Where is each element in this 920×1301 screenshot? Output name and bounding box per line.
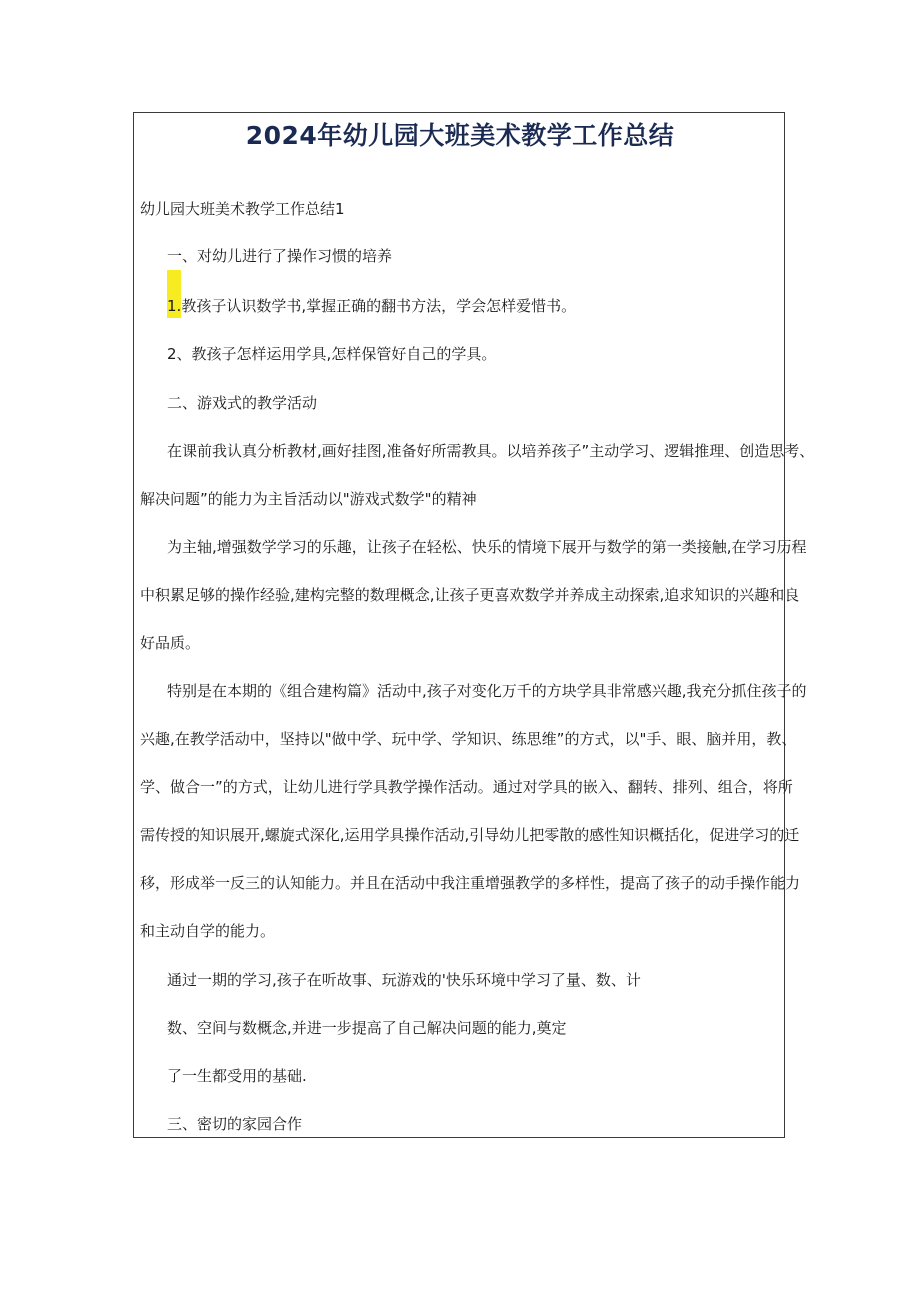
paragraph-line: 兴趣,在教学活动中，坚持以"做中学、玩中学、学知识、练思维”的方式，以"手、眼、脑并用，教、 [140,730,797,748]
list-number: 1. [167,297,182,315]
paragraph-line: 学、做合一”的方式，让幼儿进行学具教学操作活动。通过对学具的嵌入、翻转、排列、组合，将所 [140,778,793,796]
paragraph-line: 通过一期的学习,孩子在听故事、玩游戏的'快乐环境中学习了量、数、计 [167,971,641,989]
paragraph-line: 特别是在本期的《组合建构篇》活动中,孩子对变化万千的方块学具非常感兴趣,我充分抓住孩子的 [167,682,807,700]
paragraph-line: 了一生都受用的基础. [167,1067,307,1085]
paragraph-line: 在课前我认真分析教材,画好挂图,准备好所需教具。以培养孩子”主动学习、逻辑推理、创造思考、 [167,442,815,460]
paragraph-line: 解决问题”的能力为主旨活动以"游戏式数学"的精神 [140,490,477,508]
section-subtitle: 幼儿园大班美术教学工作总结1 [140,200,345,218]
heading-3: 三、密切的家园合作 [167,1115,303,1133]
paragraph-line: 为主轴,增强数学学习的乐趣，让孩子在轻松、快乐的情境下展开与数学的第一类接触,在学习历程 [167,538,807,556]
paragraph-line: 中积累足够的操作经验,建构完整的数理概念,让孩子更喜欢数学并养成主动探索,追求知识的兴趣和良 [140,586,800,604]
paragraph-line: 需传授的知识展开,螺旋式深化,运用学具操作活动,引导幼儿把零散的感性知识概括化，促进学习的迁 [140,826,800,844]
list-item-2: 2、教孩子怎样运用学具,怎样保管好自己的学具。 [167,345,497,363]
paragraph-line: 数、空间与数概念,并进一步提高了自己解决问题的能力,奠定 [167,1019,567,1037]
paragraph-line: 好品质。 [140,634,201,652]
list-item-1 [167,296,576,316]
paragraph-line: 移，形成举一反三的认知能力。并且在活动中我注重增强教学的多样性，提高了孩子的动手操作能力 [140,874,801,892]
page-title: 2024年幼儿园大班美术教学工作总结 [245,121,675,150]
heading-1: 一、对幼儿进行了操作习惯的培养 [167,247,393,265]
list-item-1-text: 教孩子认识数学书,掌握正确的翻书方法，学会怎样爱惜书。 [181,297,577,315]
heading-2: 二、游戏式的教学活动 [167,394,318,412]
paragraph-line: 和主动自学的能力。 [140,922,276,940]
